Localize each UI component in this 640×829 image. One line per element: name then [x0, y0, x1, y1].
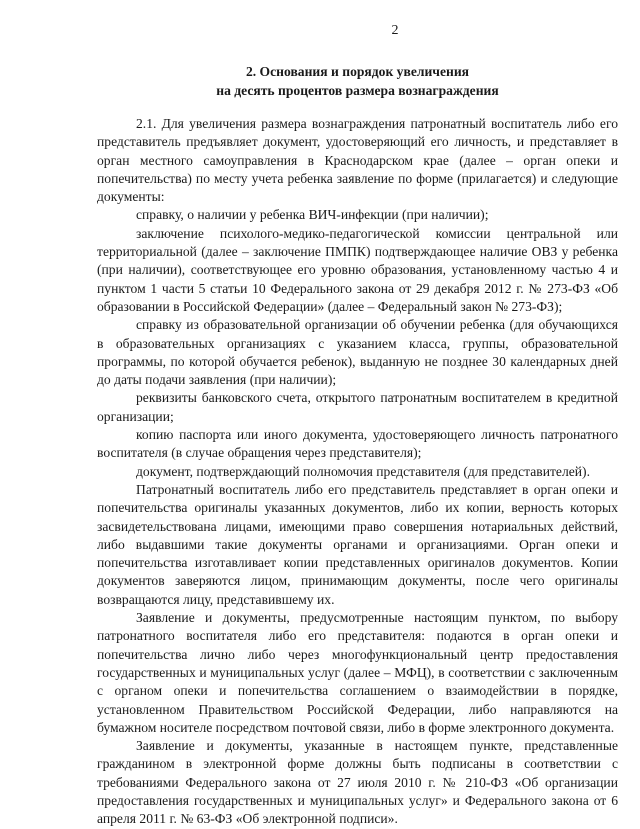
paragraph-electronic-signature: Заявление и документы, указанные в настоящем пункте, представленные гражданином в электронной форме должны быть подписаны в соответствии с требованиями Федерального закона от 27 июля 2010 г. № 210-ФЗ «Об организации предоставления государственных и муниципальных услуг» и Федерального закона от 6 апреля 2011 г. № 63-ФЗ «Об электронной подписи».: [97, 738, 618, 827]
document-body: [97, 115, 618, 829]
paragraph-passport-copy: копию паспорта или иного документа, удостоверяющего личность патронатного воспитателя (в случае обращения через представителя);: [97, 427, 618, 461]
paragraph-submission-methods: Заявление и документы, предусмотренные настоящим пунктом, по выбору патронатного воспитателя либо его представителя: подаются в орган опеки и попечительства лично либо через многофункциональный центр предоставления государственных и муниципальных услуг (далее – МФЦ), в соответствии с заключенным с органом опеки и попечительства соглашением о взаимодействии в порядке, установленном Правительством Российской Федерации, либо направляются на бумажном носителе посредством почтовой связи, либо в форме электронного документа.: [97, 610, 618, 735]
paragraph-pmpk-conclusion: заключение психолого-медико-педагогической комиссии центральной или территориальной (далее – заключение ПМПК) подтверждающее наличие ОВЗ у ребенка (при наличии), соответствующее его уровню образования, установленному частью 4 и пунктом 1 части 5 статьи 10 Федерального закона от 29 декабря 2012 г. № 273-ФЗ «Об образовании в Российской Федерации» (далее – Федеральный закон № 273-ФЗ);: [97, 225, 618, 314]
paragraph-2-1-intro: 2.1. Для увеличения размера вознаграждения патронатный воспитатель либо его представитель предъявляет документ, удостоверяющий его личность, и представляет в орган местного самоуправления в Краснодарском крае (далее – орган опеки и попечительства) по месту учета ребенка заявление по форме (прилагается) и следующие документы:: [97, 116, 618, 205]
paragraph-bank-details: реквизиты банковского счета, открытого патронатным воспитателем в кредитной организации;: [97, 390, 618, 424]
section-heading-line-1: 2. Основания и порядок увеличения: [245, 64, 470, 79]
paragraph-authority-document: документ, подтверждающий полномочия представителя (для представителей).: [136, 463, 590, 479]
paragraph-originals: Патронатный воспитатель либо его представитель представляет в орган опеки и попечительства оригиналы указанных документов, либо их копии, верность которых засвидетельствована лицами, имеющими право совершения нотариальных действий, либо выдавшими такие документы органами и организациями. Орган опеки и попечительства изготавливает копии представленных оригиналов документов. Копии документов заверяются лицом, принимающим документы, после чего оригиналы возвращаются лицу, представившему их.: [97, 481, 618, 607]
section-heading-line-2: на десять процентов размера вознаграждения: [216, 83, 499, 98]
paragraph-education-certificate: справку из образовательной организации об обучении ребенка (для обучающихся в образовательных организациях с указанием класса, группы, образовательной программы, по которой обучается ребенок), выданную не позднее 30 календарных дней до даты подачи заявления (при наличии);: [97, 317, 618, 388]
paragraph-hiv-certificate: справку, о наличии у ребенка ВИЧ-инфекции (при наличии);: [136, 207, 489, 223]
page-number: 2: [391, 23, 399, 38]
section-heading: [97, 62, 618, 100]
